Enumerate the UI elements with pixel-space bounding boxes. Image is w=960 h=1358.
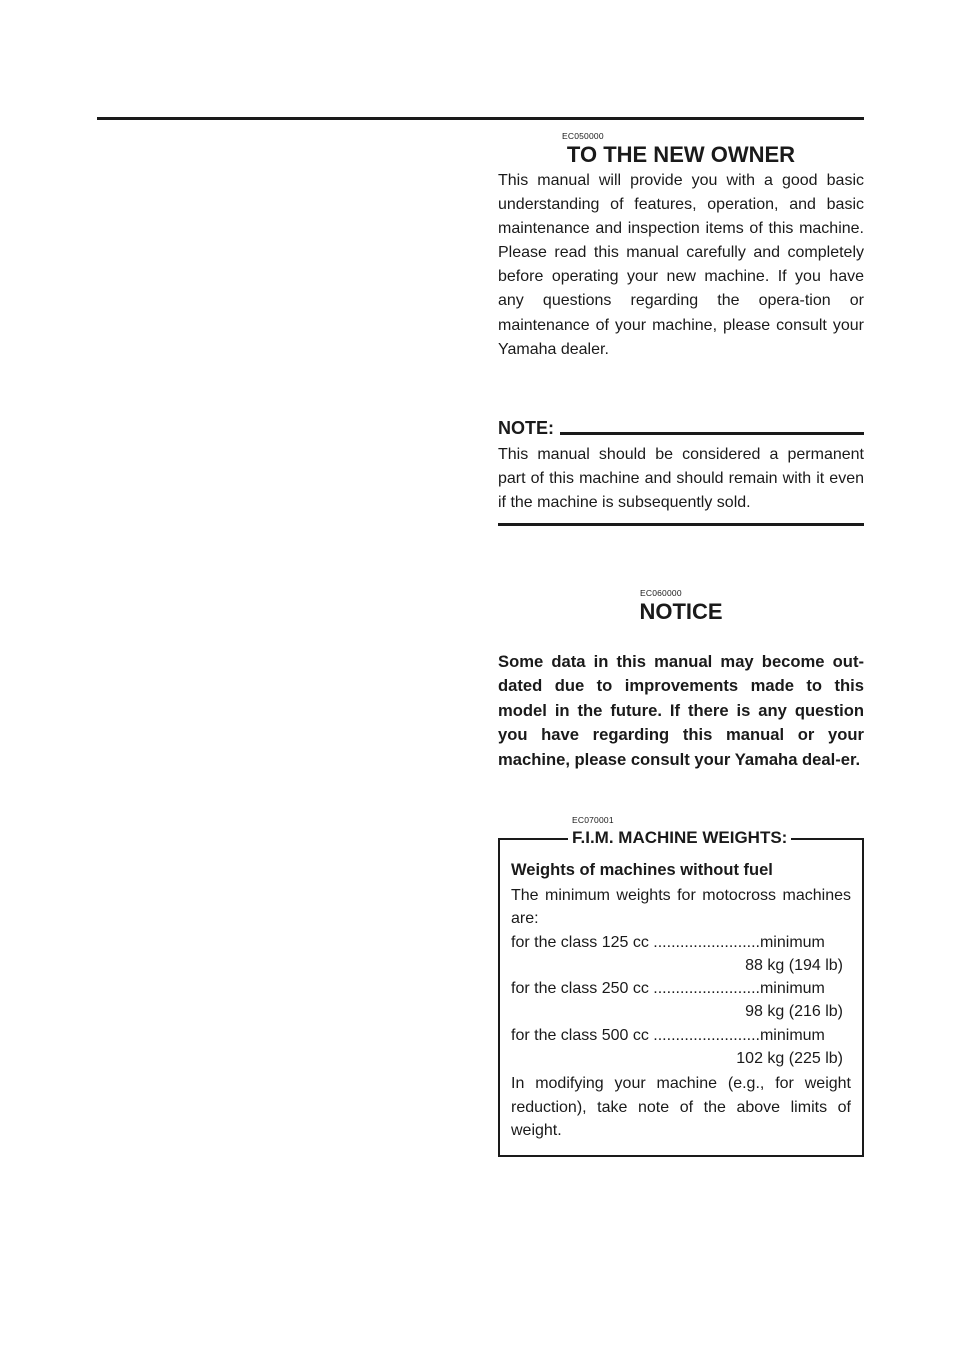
- fim-row-500-label: for the class 500 cc ........................minimum: [511, 1026, 825, 1044]
- section-code-owner: EC050000: [562, 131, 604, 141]
- section-code-notice: EC060000: [640, 588, 682, 598]
- fim-intro: The minimum weights for motocross machines are:: [511, 887, 851, 928]
- top-rule: [97, 117, 864, 120]
- note-label: NOTE:: [498, 417, 554, 438]
- fim-row-500-value: 102 kg (225 lb): [736, 1050, 843, 1068]
- owner-paragraph: This manual will provide you with a good basic understanding of features, operation, and basic maintenance and inspection items of this machine. Please read this manual carefully and completely before operating your new machine. If you have any questions regarding the opera-tion or maintenance of your machine, please consult your Yamaha dealer.: [498, 172, 864, 358]
- note-rule: [560, 432, 864, 435]
- owner-title: TO THE NEW OWNER: [566, 142, 796, 167]
- note-paragraph: This manual should be considered a permanent part of this machine and should remain with it even if the machine is subsequently sold.: [498, 446, 864, 512]
- fim-row-250-label: for the class 250 cc ........................minimum: [511, 980, 825, 998]
- fim-row-250-value: 98 kg (216 lb): [745, 1003, 843, 1021]
- section-code-fim: EC070001: [572, 815, 614, 825]
- fim-body: [511, 856, 851, 1142]
- notice-paragraph: Some data in this manual may become out-dated due to improvements made to this model in the future. If there is any question you have regarding this manual or your machine, please consult your Yamaha deal-er.: [498, 652, 864, 769]
- notice-title: NOTICE: [639, 599, 723, 624]
- note-header: [498, 416, 864, 440]
- fim-row-125-value: 88 kg (194 lb): [745, 956, 843, 974]
- fim-row-125-label: for the class 125 cc ........................minimum: [511, 933, 825, 951]
- fim-outro: In modifying your machine (e.g., for weight reduction), take note of the above limits of weight.: [511, 1075, 851, 1139]
- fim-title: F.I.M. MACHINE WEIGHTS:: [568, 827, 791, 849]
- fim-subtitle: Weights of machines without fuel: [511, 861, 773, 879]
- note-end-rule: [498, 523, 864, 526]
